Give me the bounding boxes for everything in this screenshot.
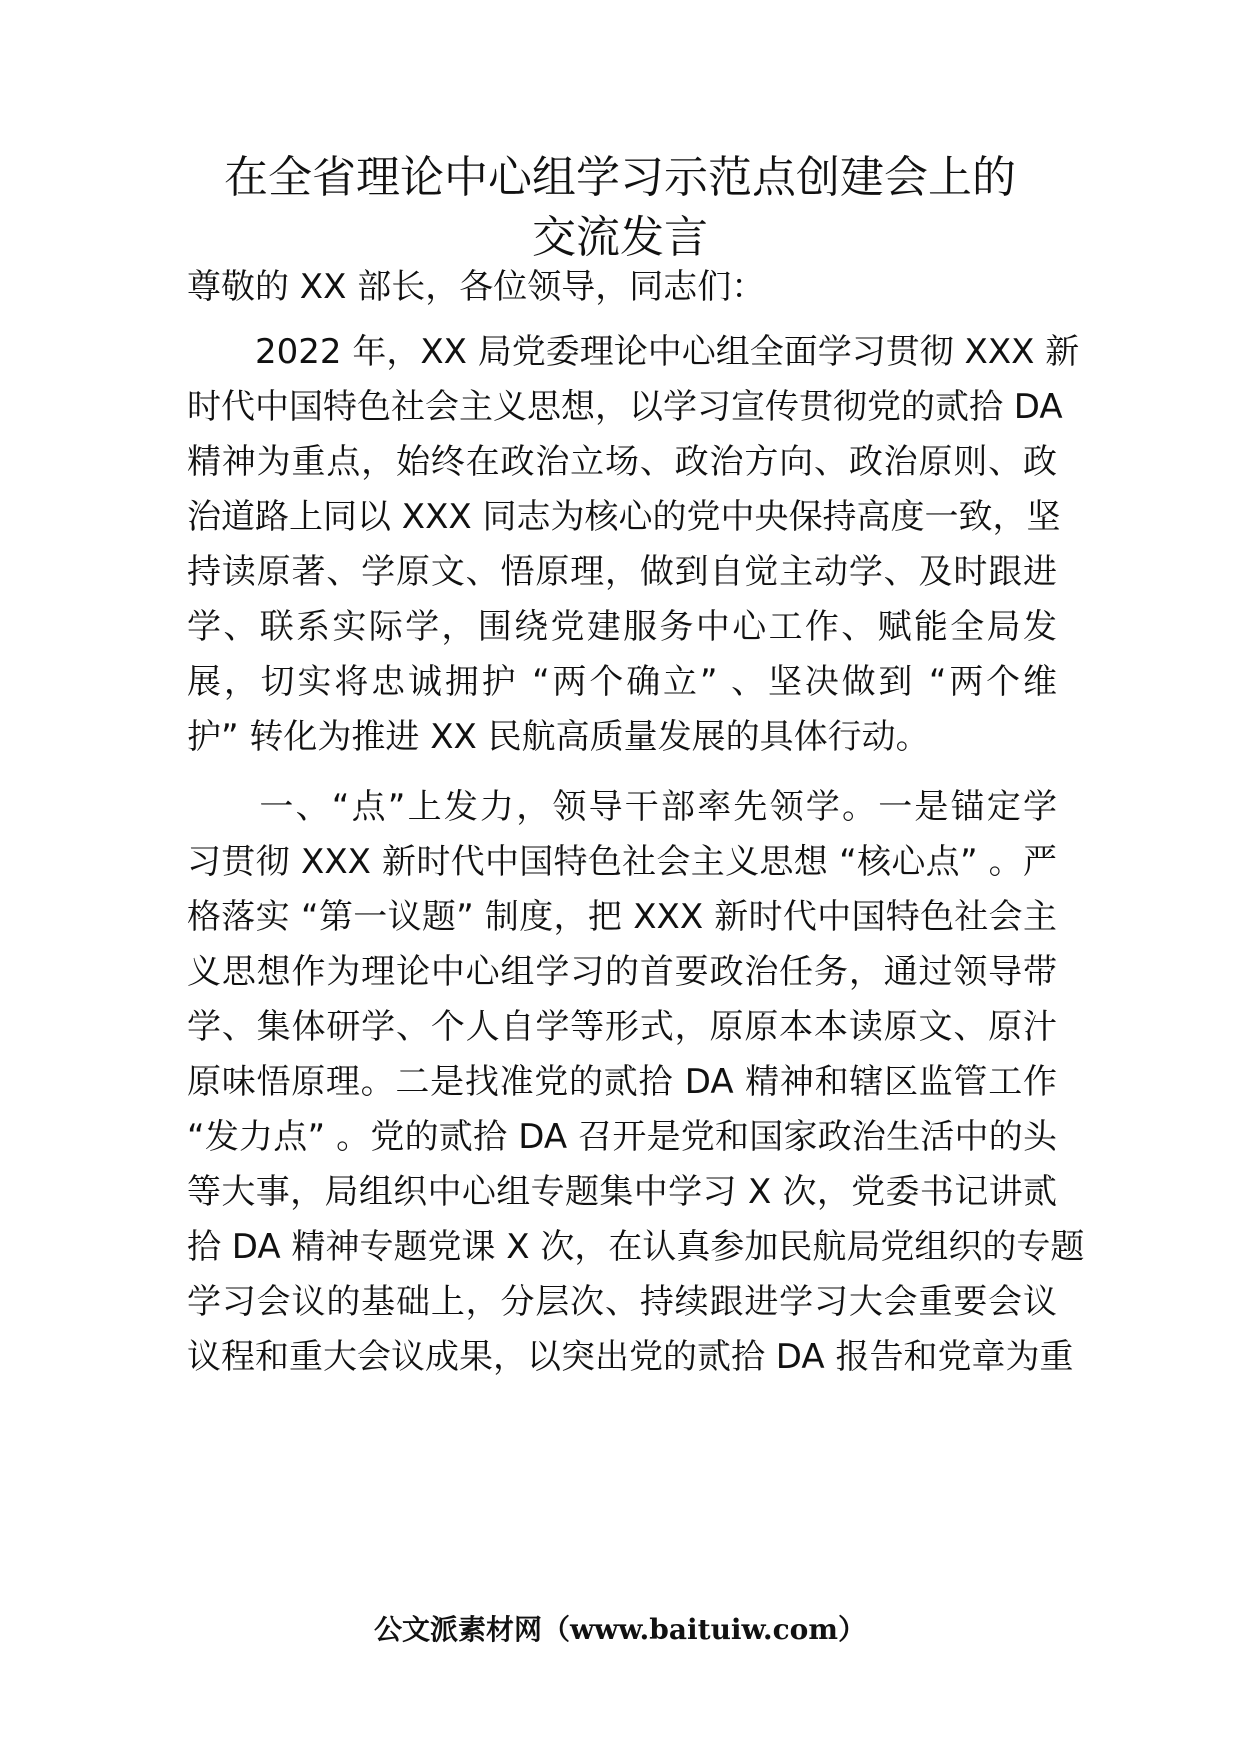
text-line: 展，切实将忠诚拥护 “两个确立” 、坚决做到 “两个维 <box>187 662 1057 702</box>
text-line: 原味悟原理。二是找准党的贰拾 DA 精神和辖区监管工作 <box>187 1062 1057 1102</box>
text-line: 时代中国特色社会主义思想，以学习宣传贯彻党的贰拾 DA <box>187 387 1063 427</box>
text-line: 习贯彻 XXX 新时代中国特色社会主义思想 “核心点” 。严 <box>187 842 1057 882</box>
text-line: 护” 转化为推进 XX 民航高质量发展的具体行动。 <box>187 717 930 757</box>
text-line: 格落实 “第一议题” 制度，把 XXX 新时代中国特色社会主 <box>187 897 1057 937</box>
text-line: 学、联系实际学，围绕党建服务中心工作、赋能全局发 <box>187 607 1057 647</box>
text-line: 持读原著、学原文、悟原理，做到自觉主动学、及时跟进 <box>187 552 1057 592</box>
footer-source: 公文派素材网（www.baituiw.com） <box>374 1613 866 1646</box>
text-line: 学习会议的基础上，分层次、持续跟进学习大会重要会议 <box>187 1282 1057 1322</box>
text-line: 学、集体研学、个人自学等形式，原原本本读原文、原汁 <box>187 1007 1057 1047</box>
text-line: 精神为重点，始终在政治立场、政治方向、政治原则、政 <box>187 442 1057 482</box>
document-title-line-2: 交流发言 <box>532 212 708 263</box>
text-line: “发力点” 。党的贰拾 DA 召开是党和国家政治生活中的头 <box>187 1117 1057 1157</box>
text-line: 义思想作为理论中心组学习的首要政治任务，通过领导带 <box>187 952 1057 992</box>
text-line: 拾 DA 精神专题党课 X 次，在认真参加民航局党组织的专题 <box>187 1227 1085 1267</box>
text-line: 治道路上同以 XXX 同志为核心的党中央保持高度一致，坚 <box>187 497 1061 537</box>
text-line: 等大事，局组织中心组专题集中学习 X 次，党委书记讲贰 <box>187 1172 1057 1212</box>
text-line: 一、“点”上发力，领导干部率先领学。一是锚定学 <box>187 787 1057 827</box>
salutation: 尊敬的 XX 部长，各位领导，同志们： <box>187 267 766 307</box>
text-line: 2022 年，XX 局党委理论中心组全面学习贯彻 XXX 新 <box>187 332 1080 372</box>
document-title-line-1: 在全省理论中心组学习示范点创建会上的 <box>224 152 1016 203</box>
text-line: 议程和重大会议成果，以突出党的贰拾 DA 报告和党章为重 <box>187 1337 1074 1377</box>
